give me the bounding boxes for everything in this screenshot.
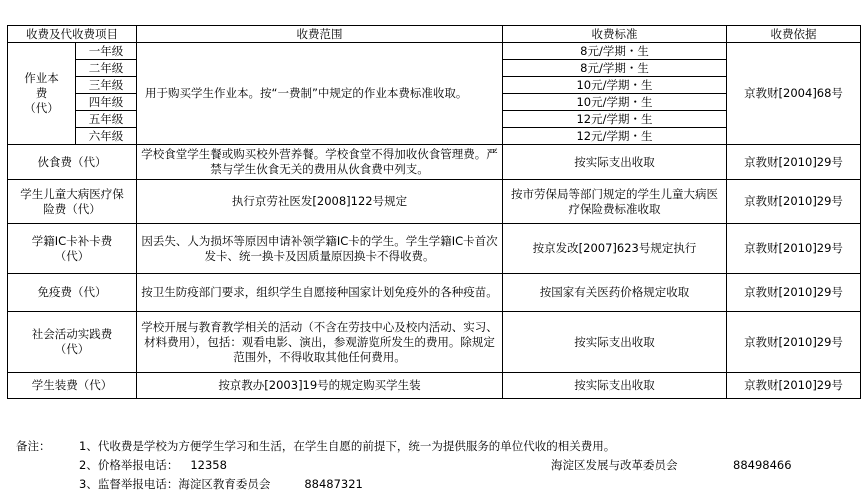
note-line-3 — [16, 475, 861, 494]
fee-standard: 按实际支出收取 — [503, 145, 727, 180]
fee-basis: 京教财[2010]29号 — [727, 312, 861, 373]
grade-cell: 二年级 — [76, 60, 137, 77]
header-item: 收费及代收费项目 — [8, 26, 137, 43]
fee-scope: 学校食堂学生餐或购买校外营养餐。学校食堂不得加收伙食管理费。严禁与学生伙食无关的费用从伙食费中列支。 — [137, 145, 503, 180]
fee-name: 学生装费（代） — [8, 373, 137, 399]
note-line-2 — [16, 456, 861, 475]
fee-scope: 按卫生防疫部门要求，组织学生自愿接种国家计划免疫外的各种疫苗。 — [137, 274, 503, 312]
fee-scope: 因丢失、人为损坏等原因申请补领学籍IC卡的学生。学生学籍IC卡首次发卡、统一换卡及因质量原因换卡不得收费。 — [137, 224, 503, 274]
fee-name: 社会活动实践费（代） — [8, 312, 137, 373]
note-line-1 — [16, 437, 861, 456]
standard-cell: 8元/学期・生 — [503, 43, 727, 60]
table-row — [8, 224, 861, 274]
note-text: 1、代收费是学校为方便学生学习和生活，在学生自愿的前提下，统一为提供服务的单位代收的相关费用。 — [79, 439, 616, 453]
fee-basis: 京教财[2010]29号 — [727, 180, 861, 224]
table-row — [8, 312, 861, 373]
note-text: 2、价格举报电话： — [79, 458, 179, 472]
fee-scope: 执行京劳社医发[2008]122号规定 — [137, 180, 503, 224]
fee-name: 伙食费（代） — [8, 145, 137, 180]
table-row — [8, 373, 861, 399]
workbook-fee-name: 作业本费（代） — [8, 43, 76, 145]
header-standard: 收费标准 — [503, 26, 727, 43]
notes-section — [16, 437, 861, 494]
standard-cell: 10元/学期・生 — [503, 77, 727, 94]
development-commission-phone: 88498466 — [733, 458, 792, 472]
fee-standard: 按实际支出收取 — [503, 312, 727, 373]
standard-cell: 10元/学期・生 — [503, 94, 727, 111]
header-basis: 收费依据 — [727, 26, 861, 43]
note-text: 3、监督举报电话：海淀区教育委员会 — [79, 477, 271, 491]
price-hotline-number: 12358 — [190, 458, 227, 472]
fee-table — [7, 25, 861, 399]
supervision-hotline-number: 88487321 — [304, 477, 363, 491]
fee-basis: 京教财[2010]29号 — [727, 145, 861, 180]
table-header-row — [8, 26, 861, 43]
fee-scope: 学校开展与教育教学相关的活动（不含在劳技中心及校内活动、实习、材料费用），包括：观看电影、演出，参观游览所发生的费用。除规定范围外，不得收取其他任何费用。 — [137, 312, 503, 373]
grade-cell: 六年级 — [76, 128, 137, 145]
workbook-fee-scope: 用于购买学生作业本。按“一费制”中规定的作业本费标准收取。 — [137, 43, 503, 145]
fee-scope: 按京教办[2003]19号的规定购买学生装 — [137, 373, 503, 399]
fee-standard: 按实际支出收取 — [503, 373, 727, 399]
grade-cell: 三年级 — [76, 77, 137, 94]
standard-cell: 12元/学期・生 — [503, 128, 727, 145]
table-row — [8, 180, 861, 224]
fee-standard: 按市劳保局等部门规定的学生儿童大病医疗保险费标准收取 — [503, 180, 727, 224]
workbook-fee-basis: 京教财[2004]68号 — [727, 43, 861, 145]
fee-standard: 按京发改[2007]623号规定执行 — [503, 224, 727, 274]
standard-cell: 12元/学期・生 — [503, 111, 727, 128]
table-row — [8, 274, 861, 312]
grade-cell: 五年级 — [76, 111, 137, 128]
fee-basis: 京教财[2010]29号 — [727, 373, 861, 399]
header-scope: 收费范围 — [137, 26, 503, 43]
grade-cell: 四年级 — [76, 94, 137, 111]
fee-basis: 京教财[2010]29号 — [727, 224, 861, 274]
table-row — [8, 43, 861, 60]
development-commission-name: 海淀区发展与改革委员会 — [551, 458, 678, 472]
table-row — [8, 145, 861, 180]
grade-cell: 一年级 — [76, 43, 137, 60]
fee-standard: 按国家有关医药价格规定收取 — [503, 274, 727, 312]
fee-name: 学籍IC卡补卡费（代） — [8, 224, 137, 274]
fee-name: 免疫费（代） — [8, 274, 137, 312]
fee-basis: 京教财[2010]29号 — [727, 274, 861, 312]
fee-name: 学生儿童大病医疗保险费（代） — [8, 180, 137, 224]
standard-cell: 8元/学期・生 — [503, 60, 727, 77]
notes-label: 备注： — [16, 439, 51, 453]
